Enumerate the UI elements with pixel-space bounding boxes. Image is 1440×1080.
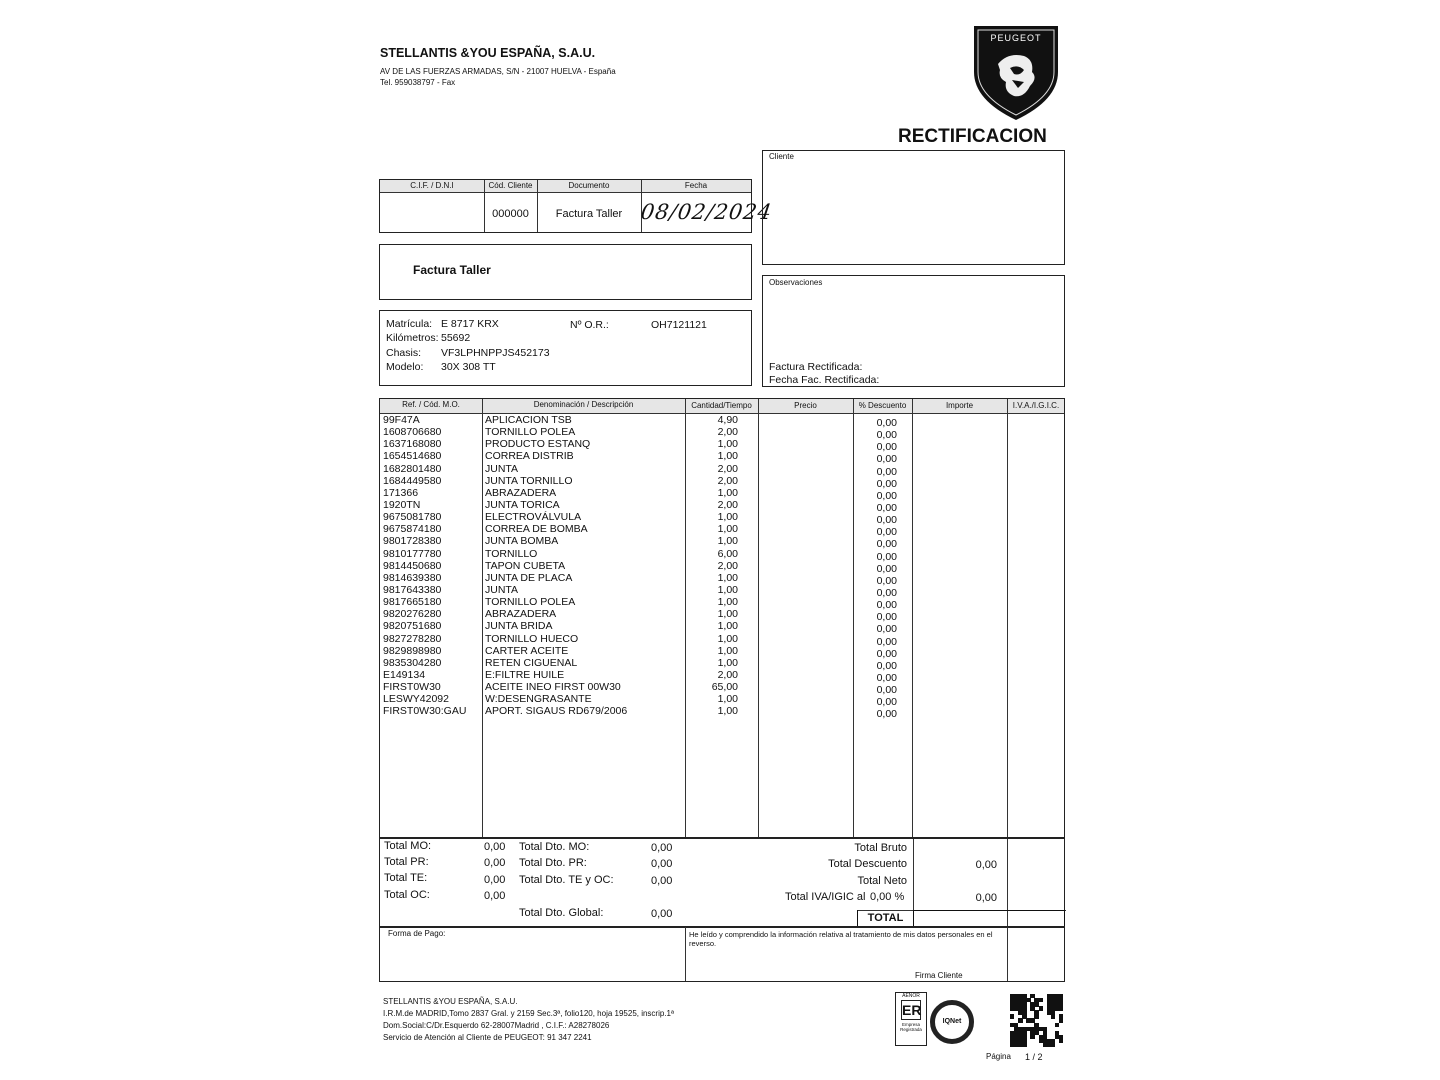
table-cell-disc: 0,00 [876, 501, 897, 514]
table-cell-desc: PRODUCTO ESTANQ [485, 438, 591, 451]
table-cell-disc: 0,00 [876, 623, 897, 636]
matricula-value: E 8717 KRX [441, 318, 499, 330]
table-cell-disc: 0,00 [876, 647, 897, 660]
document-header: Documento [568, 181, 610, 190]
table-cell-disc: 0,00 [876, 465, 897, 478]
table-cell-disc: 0,00 [876, 611, 897, 624]
document-value: Factura Taller [555, 208, 623, 220]
table-cell-desc: TORNILLO [485, 547, 538, 560]
table-cell-ref: E149134 [383, 668, 426, 681]
footer-company: STELLANTIS &YOU ESPAÑA, S.A.U. [383, 997, 518, 1006]
table-cell-desc: W:DESENGRASANTE [485, 693, 592, 706]
table-cell-desc: ABRAZADERA [485, 486, 557, 499]
table-cell-disc: 0,00 [876, 574, 897, 587]
client-code-value: 000000 [492, 208, 529, 220]
table-cell-ref: 9814639380 [383, 571, 442, 584]
date-header: Fecha [684, 181, 708, 190]
client-box [762, 150, 1065, 265]
dto-pr-label: Total Dto. PR: [519, 857, 587, 869]
km-label: Kilómetros: [386, 332, 439, 344]
dto-global-label: Total Dto. Global: [519, 907, 604, 919]
table-cell-ref: 171366 [383, 486, 419, 499]
table-cell-desc: JUNTA DE PLACA [485, 571, 573, 584]
or-label: Nº O.R.: [570, 319, 609, 331]
total-iva-pct: 0,00 % [870, 891, 905, 903]
privacy-note: He leído y comprendido la información relativa al tratamiento de mis datos personales en el reverso. [689, 930, 993, 948]
total-pr-label: Total PR: [384, 856, 429, 868]
table-cell-ref: 1654514680 [383, 450, 442, 463]
col-header-qty: Cantidad/Tiempo [691, 401, 752, 410]
table-cell-desc: JUNTA BRIDA [485, 620, 553, 633]
table-cell-ref: 9814450680 [383, 559, 442, 572]
company-phone: Tel. 959038797 - Fax [380, 78, 456, 87]
rectified-date-label: Fecha Fac. Rectificada: [769, 374, 880, 386]
table-cell-disc: 0,00 [876, 562, 897, 575]
footer-address: Dom.Social:C/Dr.Esquerdo 62-28007Madrid , C.I.F.: A28278026 [383, 1021, 610, 1030]
table-cell-qty: 1,00 [717, 571, 738, 584]
chasis-value: VF3LPHNPPJS452173 [441, 347, 550, 359]
totals-box [379, 838, 1065, 928]
client-code-header: Cód. Cliente [488, 181, 533, 190]
table-cell-qty: 1,00 [717, 596, 738, 609]
total-oc-value: 0,00 [484, 890, 506, 902]
table-cell-qty: 1,00 [717, 705, 738, 718]
table-cell-qty: 4,90 [717, 414, 738, 426]
table-cell-desc: E:FILTRE HUILE [485, 668, 565, 681]
col-header-amount: Importe [945, 401, 974, 410]
table-cell-ref: 1637168080 [383, 438, 442, 451]
table-cell-qty: 1,00 [717, 523, 738, 536]
table-cell-desc: JUNTA TORNILLO [485, 474, 573, 487]
table-cell-ref: 9820276280 [383, 608, 442, 621]
dto-mo-label: Total Dto. MO: [519, 841, 590, 853]
table-cell-desc: ELECTROVÁLVULA [485, 511, 582, 524]
table-cell-qty: 1,00 [717, 644, 738, 657]
chasis-label: Chasis: [386, 347, 422, 359]
table-cell-desc: JUNTA BOMBA [485, 535, 559, 548]
header-table [379, 179, 774, 233]
table-cell-ref: 1608706680 [383, 426, 442, 439]
table-cell-disc: 0,00 [876, 671, 897, 684]
table-cell-desc: TORNILLO POLEA [485, 426, 576, 439]
table-cell-qty: 1,00 [717, 450, 738, 463]
ref-column [383, 414, 481, 718]
table-cell-ref: 9817665180 [383, 596, 442, 609]
dto-pr-value: 0,00 [651, 858, 673, 870]
company-name: STELLANTIS &YOU ESPAÑA, S.A.U. [380, 46, 596, 60]
document-type-box [379, 244, 752, 300]
table-cell-disc: 0,00 [876, 514, 897, 527]
or-value: OH7121121 [651, 319, 707, 331]
col-header-desc: Denominación / Descripción [533, 400, 634, 409]
table-cell-disc: 0,00 [876, 586, 897, 599]
table-cell-qty: 1,00 [717, 632, 738, 645]
matricula-label: Matrícula: [386, 318, 433, 330]
table-cell-disc: 0,00 [876, 659, 897, 672]
total-neto-label: Total Neto [857, 875, 907, 887]
table-cell-disc: 0,00 [876, 526, 897, 539]
dto-mo-value: 0,00 [651, 842, 673, 854]
table-cell-qty: 1,00 [717, 438, 738, 451]
table-cell-ref: 9801728380 [383, 535, 442, 548]
table-cell-disc: 0,00 [876, 417, 897, 429]
client-label: Cliente [769, 152, 794, 161]
table-cell-qty: 1,00 [717, 620, 738, 633]
lion-shield-icon [968, 22, 1064, 122]
total-descuento-label: Total Descuento [828, 858, 907, 870]
table-cell-qty: 2,00 [717, 462, 738, 475]
cif-header: C.I.F. / D.N.I [410, 181, 454, 190]
table-cell-ref: FIRST0W30:GAU [383, 705, 467, 718]
table-cell-qty: 1,00 [717, 583, 738, 596]
table-cell-disc: 0,00 [876, 550, 897, 563]
table-cell-desc: APORT. SIGAUS RD679/2006 [485, 705, 628, 718]
table-cell-desc: JUNTA [485, 462, 519, 475]
dto-te-label: Total Dto. TE y OC: [519, 874, 614, 886]
table-cell-desc: TORNILLO HUECO [485, 632, 579, 645]
observations-box [762, 275, 1065, 387]
col-header-price: Precio [794, 401, 817, 410]
dto-global-value: 0,00 [651, 908, 673, 920]
table-cell-ref: 9817643380 [383, 583, 442, 596]
table-cell-qty: 1,00 [717, 486, 738, 499]
footer-registry: I.R.M.de MADRID,Tomo 2837 Gral. y 2159 Sec.3ª, folio120, hoja 19525, inscrip.1ª [383, 1009, 674, 1018]
quantity-column [685, 414, 738, 718]
total-label: TOTAL [867, 912, 904, 924]
table-cell-disc: 0,00 [876, 477, 897, 490]
signature-label: Firma Cliente [915, 971, 963, 980]
table-cell-desc: ACEITE INEO FIRST 00W30 [485, 681, 621, 694]
items-table [379, 398, 1065, 838]
table-cell-ref: 9827278280 [383, 632, 442, 645]
table-cell-disc: 0,00 [876, 696, 897, 709]
page-label: Página [986, 1052, 1011, 1061]
table-cell-disc: 0,00 [876, 538, 897, 551]
col-header-discount: % Descuento [858, 401, 907, 410]
page-number: 1 / 2 [1025, 1052, 1043, 1062]
table-cell-desc: APLICACION TSB [485, 414, 572, 426]
table-cell-desc: CORREA DE BOMBA [485, 523, 588, 536]
description-column [485, 414, 683, 718]
total-mo-value: 0,00 [484, 841, 506, 853]
table-cell-desc: RETEN CIGUENAL [485, 656, 578, 669]
table-cell-qty: 2,00 [717, 668, 738, 681]
aenor-badge: AENOR ER Empresa Registrada [895, 992, 927, 1046]
table-cell-qty: 1,00 [717, 693, 738, 706]
table-cell-disc: 0,00 [876, 441, 897, 454]
km-value: 55692 [441, 332, 471, 344]
table-cell-qty: 6,00 [717, 547, 738, 560]
qr-code-icon [1010, 994, 1063, 1047]
col-header-ref: Ref. / Cód. M.O. [402, 400, 460, 409]
rectified-invoice-label: Factura Rectificada: [769, 361, 863, 373]
table-cell-ref: 99F47A [383, 414, 420, 426]
table-cell-disc: 0,00 [876, 599, 897, 612]
table-cell-desc: CARTER ACEITE [485, 644, 569, 657]
table-cell-ref: 1682801480 [383, 462, 442, 475]
total-pr-value: 0,00 [484, 857, 506, 869]
table-cell-ref: 9675081780 [383, 511, 442, 524]
modelo-label: Modelo: [386, 361, 424, 373]
table-cell-qty: 2,00 [717, 559, 738, 572]
er-icon: ER [902, 1002, 922, 1018]
total-oc-label: Total OC: [384, 889, 430, 901]
total-te-value: 0,00 [484, 874, 506, 886]
table-cell-desc: ABRAZADERA [485, 608, 557, 621]
table-cell-desc: CORREA DISTRIB [485, 450, 574, 463]
total-iva-value: 0,00 [975, 892, 997, 904]
discount-column [853, 417, 897, 721]
table-cell-qty: 2,00 [717, 498, 738, 511]
table-cell-disc: 0,00 [876, 635, 897, 648]
table-cell-qty: 2,00 [717, 474, 738, 487]
dto-te-value: 0,00 [651, 875, 673, 887]
table-cell-qty: 65,00 [711, 681, 738, 694]
table-cell-ref: 9675874180 [383, 523, 442, 536]
iqnet-seal-icon: IQNet [930, 1000, 974, 1044]
svg-text:PEUGEOT: PEUGEOT [990, 33, 1042, 43]
modelo-value: 30X 308 TT [441, 361, 496, 373]
observations-label: Observaciones [769, 278, 823, 287]
table-cell-desc: TAPON CUBETA [485, 559, 566, 572]
total-descuento-value: 0,00 [975, 859, 997, 871]
table-cell-ref: 9820751680 [383, 620, 442, 633]
total-bruto-label: Total Bruto [854, 842, 907, 854]
table-cell-qty: 2,00 [717, 426, 738, 439]
peugeot-logo [968, 22, 1064, 122]
table-cell-disc: 0,00 [876, 708, 897, 721]
table-cell-qty: 1,00 [717, 535, 738, 548]
table-cell-ref: 1684449580 [383, 474, 442, 487]
table-cell-disc: 0,00 [876, 684, 897, 697]
payment-box [379, 926, 1065, 982]
table-cell-ref: 9835304280 [383, 656, 442, 669]
total-te-label: Total TE: [384, 872, 428, 884]
table-cell-desc: TORNILLO POLEA [485, 596, 576, 609]
total-value-cell [913, 910, 1065, 927]
table-cell-desc: JUNTA TORICA [485, 498, 560, 511]
table-cell-qty: 1,00 [717, 511, 738, 524]
total-mo-label: Total MO: [384, 840, 432, 852]
table-cell-ref: 9829898980 [383, 644, 442, 657]
table-cell-qty: 1,00 [717, 608, 738, 621]
table-cell-disc: 0,00 [876, 429, 897, 442]
table-cell-ref: LESWY42092 [383, 693, 449, 706]
document-type-text: Factura Taller [413, 263, 491, 277]
table-cell-ref: FIRST0W30 [383, 681, 441, 694]
company-address: AV DE LAS FUERZAS ARMADAS, S/N - 21007 HUELVA - España [380, 67, 616, 76]
col-header-vat: I.V.A./I.G.I.C. [1012, 401, 1060, 410]
table-cell-disc: 0,00 [876, 453, 897, 466]
table-cell-qty: 1,00 [717, 656, 738, 669]
document-title: RECTIFICACION [898, 126, 1047, 147]
table-cell-ref: 1920TN [383, 498, 421, 511]
table-cell-ref: 9810177780 [383, 547, 442, 560]
table-cell-disc: 0,00 [876, 489, 897, 502]
date-value: 08/02/2024 [639, 200, 774, 224]
table-cell-desc: JUNTA [485, 583, 519, 596]
payment-label: Forma de Pago: [388, 929, 446, 938]
total-label-cell [857, 910, 913, 927]
footer-service: Servicio de Atención al Cliente de PEUGEOT: 91 347 2241 [383, 1033, 592, 1042]
vehicle-box [379, 310, 752, 386]
total-iva-label: Total IVA/IGIC al [785, 891, 866, 903]
